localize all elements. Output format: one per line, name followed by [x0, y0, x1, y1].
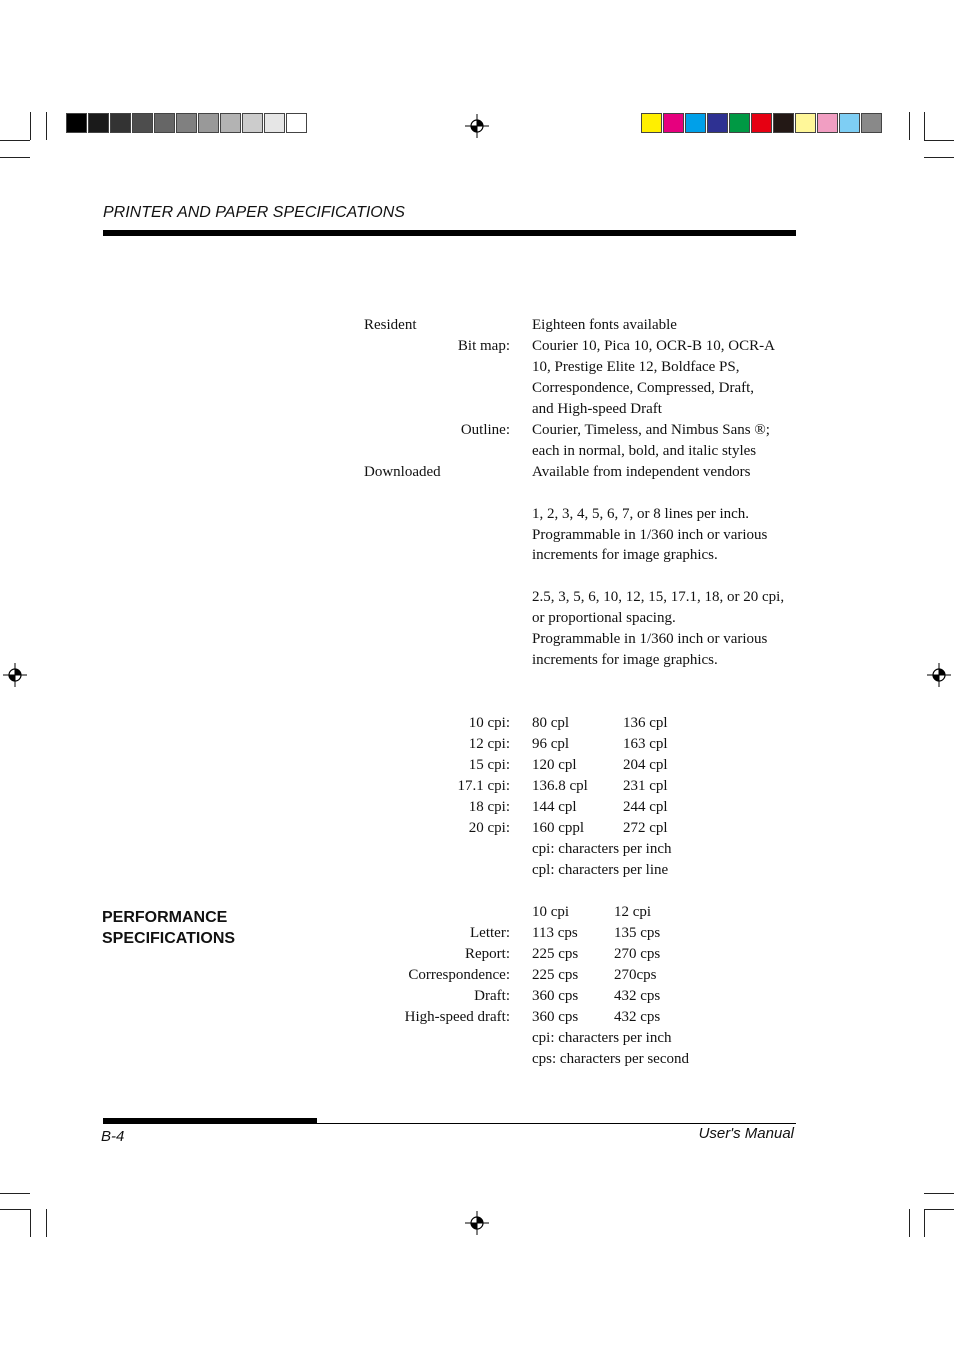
outline-line: each in normal, bold, and italic styles [532, 443, 757, 459]
gray-swatch [110, 113, 131, 133]
speed-cell: 225 cps [532, 967, 579, 983]
gray-swatch [264, 113, 285, 133]
page-header-title: PRINTER AND PAPER SPECIFICATIONS [103, 204, 405, 221]
line-length-label: 12 cpi: [468, 736, 510, 752]
char-spacing-line: increments for image graphics. [532, 652, 718, 668]
color-swatch [751, 113, 772, 133]
line-length-note: cpl: characters per line [532, 862, 669, 878]
gray-swatch [88, 113, 109, 133]
color-swatch [817, 113, 838, 133]
line-length-label: 15 cpi: [468, 757, 510, 773]
line-length-cell: 120 cpl [532, 757, 577, 773]
resident-label: Resident [364, 317, 417, 333]
line-spacing-line: 1, 2, 3, 4, 5, 6, 7, or 8 lines per inch. [532, 506, 750, 522]
line-length-cell: 144 cpl [532, 799, 577, 815]
gray-swatch [66, 113, 87, 133]
speed-label: Correspondence: [408, 967, 510, 983]
line-length-cell: 163 cpl [623, 736, 668, 752]
line-length-cell: 272 cpl [623, 820, 668, 836]
line-length-label: 18 cpi: [468, 799, 510, 815]
color-swatch [663, 113, 684, 133]
registration-mark-icon [465, 114, 489, 138]
speed-note: cps: characters per second [532, 1051, 690, 1067]
footer-rule-thin [103, 1123, 796, 1124]
gray-swatch [132, 113, 153, 133]
gray-swatch [198, 113, 219, 133]
line-length-cell: 160 cppl [532, 820, 585, 836]
outline-line: Courier, Timeless, and Nimbus Sans ®; [532, 422, 770, 438]
char-spacing-line: Programmable in 1/360 inch or various [532, 631, 768, 647]
section-heading [102, 907, 235, 949]
line-length-cell: 136.8 cpl [532, 778, 588, 794]
bitmap-line: Courier 10, Pica 10, OCR-B 10, OCR-A [532, 338, 775, 354]
speed-note: cpi: characters per inch [532, 1030, 672, 1046]
line-length-label: 20 cpi: [468, 820, 510, 836]
manual-title: User's Manual [698, 1125, 794, 1142]
registration-mark-icon [927, 663, 951, 687]
gray-swatch [176, 113, 197, 133]
speed-cell: 360 cps [532, 988, 579, 1004]
gray-swatch [286, 113, 307, 133]
resident-value: Eighteen fonts available [532, 317, 677, 333]
line-length-label: 10 cpi: [468, 715, 510, 731]
color-swatch [839, 113, 860, 133]
color-swatch [641, 113, 662, 133]
bitmap-label: Bit map: [457, 338, 510, 354]
color-swatch [861, 113, 882, 133]
line-length-label: 17.1 cpi: [457, 778, 510, 794]
registration-mark-icon [465, 1211, 489, 1235]
section-heading-line: PERFORMANCE [102, 909, 228, 926]
char-spacing-line: 2.5, 3, 5, 6, 10, 12, 15, 17.1, 18, or 20 cpi, [532, 589, 785, 605]
color-swatch [729, 113, 750, 133]
downloaded-value: Available from independent vendors [532, 464, 751, 480]
speed-label: Report: [465, 946, 510, 962]
gray-swatch [242, 113, 263, 133]
speed-cell: 432 cps [614, 988, 661, 1004]
speed-col-header: 12 cpi [614, 904, 652, 920]
bitmap-line: Correspondence, Compressed, Draft, [532, 380, 755, 396]
speed-cell: 270cps [614, 967, 657, 983]
speed-label: Letter: [470, 925, 510, 941]
color-swatch [685, 113, 706, 133]
registration-mark-icon [3, 663, 27, 687]
line-length-note: cpi: characters per inch [532, 841, 672, 857]
line-length-cell: 244 cpl [623, 799, 668, 815]
line-length-cell: 204 cpl [623, 757, 668, 773]
bitmap-line: 10, Prestige Elite 12, Boldface PS, [532, 359, 740, 375]
line-length-cell: 96 cpl [532, 736, 570, 752]
speed-cell: 225 cps [532, 946, 579, 962]
color-swatch [795, 113, 816, 133]
speed-cell: 360 cps [532, 1009, 579, 1025]
bitmap-line: and High-speed Draft [532, 401, 662, 417]
line-length-cell: 231 cpl [623, 778, 668, 794]
header-rule [103, 230, 796, 236]
line-spacing-line: increments for image graphics. [532, 547, 718, 563]
color-swatch [773, 113, 794, 133]
line-length-cell: 136 cpl [623, 715, 668, 731]
speed-cell: 270 cps [614, 946, 661, 962]
speed-cell: 135 cps [614, 925, 661, 941]
color-swatch [707, 113, 728, 133]
speed-cell: 113 cps [532, 925, 578, 941]
speed-cell: 432 cps [614, 1009, 661, 1025]
gray-swatch [154, 113, 175, 133]
line-spacing-line: Programmable in 1/360 inch or various [532, 527, 768, 543]
speed-col-header: 10 cpi [532, 904, 570, 920]
char-spacing-line: or proportional spacing. [532, 610, 676, 626]
line-length-cell: 80 cpl [532, 715, 570, 731]
section-heading-line: SPECIFICATIONS [102, 930, 236, 947]
gray-swatch [220, 113, 241, 133]
page-number: B-4 [101, 1128, 125, 1145]
downloaded-label: Downloaded [364, 464, 441, 480]
speed-label: Draft: [474, 988, 510, 1004]
speed-label: High-speed draft: [404, 1009, 510, 1025]
outline-label: Outline: [460, 422, 510, 438]
